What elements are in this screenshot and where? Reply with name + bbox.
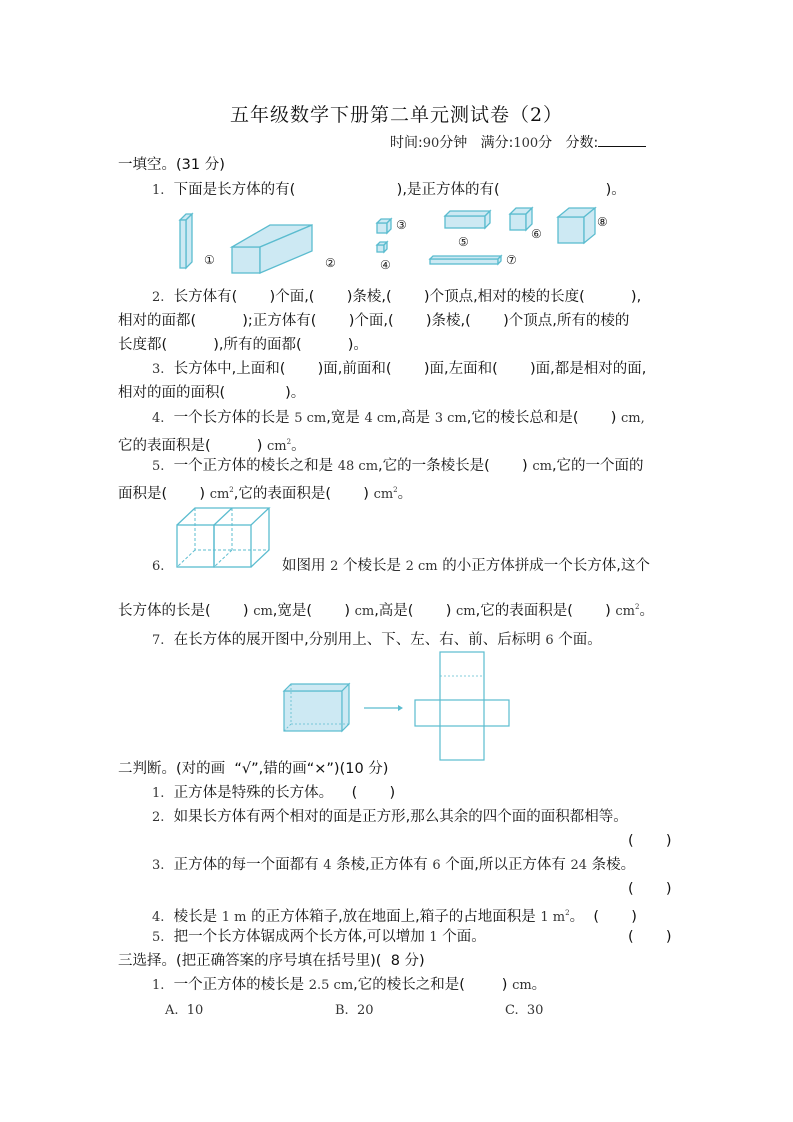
q1-3-line2: 相对的面的面积( )。 xyxy=(118,385,306,401)
q-number: 1. xyxy=(152,978,165,993)
q-number: 7. xyxy=(152,633,165,648)
q-text: 在长方体的展开图中,分别用上、下、左、右、前、后标明 xyxy=(173,632,541,648)
q-text: 条棱。 xyxy=(591,857,636,873)
q-text: 。 xyxy=(639,602,654,619)
full-score-label: 满分: xyxy=(480,135,514,151)
unit: cm xyxy=(456,603,476,619)
value: 2 xyxy=(330,559,339,574)
q-text: 把一个长方体锯成两个长方体,可以增加 xyxy=(173,929,425,945)
value: 2.5 cm xyxy=(308,978,354,993)
q-text: ,宽是( ) xyxy=(272,602,350,619)
q-text: ,宽是 xyxy=(326,410,360,426)
q-text: 如果长方体有两个相对的面是正方形,那么其余的四个面的面积都相等。 xyxy=(173,809,628,825)
superscript: 2 xyxy=(393,486,398,494)
section3-heading: 三选择。(把正确答案的序号填在括号里)( 8 分) xyxy=(118,953,425,969)
unit: cm xyxy=(532,459,552,474)
q-number: 2. xyxy=(152,290,165,305)
q-number: 3. xyxy=(152,858,165,873)
q-text: 正方体的每一个面都有 xyxy=(173,857,319,873)
q-number: 2. xyxy=(152,810,165,825)
q1-5-line2 xyxy=(118,480,412,505)
unit: cm xyxy=(615,603,636,619)
value: 1 xyxy=(429,930,438,945)
q-number: 3. xyxy=(152,362,165,377)
answer-paren[interactable]: ( ) xyxy=(593,908,637,925)
value: 2 cm xyxy=(405,559,438,574)
value: 24 xyxy=(570,858,587,873)
q1-2-line3: 长度都( ),所有的面都( )。 xyxy=(118,337,368,353)
superscript: 2 xyxy=(286,438,292,446)
unit: cm xyxy=(512,978,532,993)
q1-1 xyxy=(152,180,626,201)
superscript: 2 xyxy=(229,486,234,494)
q-number: 6. xyxy=(152,559,165,574)
score-label: 分数: xyxy=(565,135,599,151)
unit: cm xyxy=(354,603,375,619)
q1-6-number xyxy=(152,556,164,577)
q-text: ,它的表面积是( ) xyxy=(475,602,611,619)
option-b[interactable]: B. 20 xyxy=(335,1003,374,1018)
q-text: 一个长方体的长是 xyxy=(173,410,290,426)
value: 6 xyxy=(545,633,554,648)
q-text: 个面。 xyxy=(442,929,486,945)
answer-paren[interactable]: ( ) xyxy=(628,881,672,897)
figure-label-4: ④ xyxy=(380,258,391,272)
q1-2-line1 xyxy=(152,287,641,308)
q-number: 1. xyxy=(152,786,165,801)
two-cubes-figure xyxy=(170,503,290,573)
value: 4 cm xyxy=(364,411,397,426)
q-text: 长方体中,上面和( )面,前面和( )面,左面和( )面,都是相对的面, xyxy=(173,361,647,377)
unit: cm xyxy=(267,438,287,454)
q-text: 一个正方体的棱长是 xyxy=(173,977,305,993)
q-text: 棱长是 xyxy=(173,908,218,925)
judge-item-3 xyxy=(152,855,635,876)
option-a[interactable]: A. 10 xyxy=(165,1003,204,1018)
superscript: 2 xyxy=(635,603,640,611)
q-text: 正方体是特殊的长方体。 xyxy=(173,785,334,801)
q1-4-line2 xyxy=(118,432,306,457)
choice-item-1 xyxy=(152,975,546,996)
judge-item-1 xyxy=(152,783,395,804)
q-text: ,它的棱长之和是( ) xyxy=(353,977,508,993)
q-text: 条棱,正方体有 xyxy=(336,857,428,873)
q-text: ,它的棱长总和是( ) xyxy=(466,410,617,426)
q-text: 长方体有( )个面,( )条棱,( )个顶点,相对的棱的长度( ), xyxy=(173,289,642,305)
q-number: 5. xyxy=(152,930,165,945)
superscript: 2 xyxy=(565,909,570,917)
figure-label-3: ③ xyxy=(396,218,407,232)
q-text: 一个正方体的棱长之和是 xyxy=(173,458,334,474)
option-c[interactable]: C. 30 xyxy=(505,1003,544,1018)
q-text: 。 xyxy=(397,485,413,502)
time-value: 90 xyxy=(422,136,440,151)
unit: cm, xyxy=(621,411,645,426)
q-text: 长方体的长是( ) xyxy=(118,602,249,619)
figure-label-8: ⑧ xyxy=(597,215,608,229)
unit: cm xyxy=(209,486,230,502)
figure-label-1: ① xyxy=(204,253,215,267)
value: 6 xyxy=(432,858,441,873)
value: 4 xyxy=(323,858,332,873)
full-score-value: 100 xyxy=(513,136,539,151)
score-blank[interactable] xyxy=(598,134,646,147)
value: 3 cm xyxy=(434,411,467,426)
q-text: 个面,所以正方体有 xyxy=(445,857,566,873)
q-text: 。 xyxy=(569,908,585,925)
q-text: ,高是 xyxy=(396,410,431,426)
q-text: 的小正方体拼成一个长方体,这个 xyxy=(442,558,650,574)
q-text: 的正方体箱子,放在地面上,箱子的占地面积是 xyxy=(251,908,536,925)
judge-item-5 xyxy=(152,927,486,948)
q1-2-line2: 相对的面都( );正方体有( )个面,( )条棱,( )个顶点,所有的棱的 xyxy=(118,313,630,329)
page-title: 五年级数学下册第二单元测试卷（2） xyxy=(229,104,564,126)
figure-label-7: ⑦ xyxy=(506,253,517,267)
q-text: 如图用 xyxy=(282,558,326,574)
q1-6-line1 xyxy=(282,556,650,577)
exam-meta xyxy=(390,132,646,152)
q1-6-line2 xyxy=(118,597,654,622)
figure-label-6: ⑥ xyxy=(531,227,542,241)
value: 1 m xyxy=(221,909,247,925)
q-text: 面积是( ) xyxy=(118,485,206,502)
q-text: 下面是长方体的有( ),是正方体的有( )。 xyxy=(173,182,626,198)
q1-5-line1 xyxy=(152,456,644,477)
answer-paren[interactable]: ( ) xyxy=(628,833,672,849)
q-text: ,它的一个面的 xyxy=(551,458,644,474)
q1-3-line1 xyxy=(152,359,646,380)
cuboid-figures xyxy=(0,200,793,280)
unit: cm xyxy=(253,603,273,619)
time-label: 时间: xyxy=(390,135,423,151)
q-text: ,高是( ) xyxy=(374,602,452,619)
figure-label-5: ⑤ xyxy=(458,235,469,249)
q-text: 。 xyxy=(291,437,306,454)
value: 5 cm xyxy=(294,411,327,426)
figure-label-2: ② xyxy=(325,256,336,270)
cuboid-net-figure xyxy=(270,648,530,758)
time-unit: 分钟 xyxy=(439,135,468,151)
q-text: 个棱长是 xyxy=(343,558,401,574)
q-number: 1. xyxy=(152,183,165,198)
q-text: ,它的表面积是( ) xyxy=(233,485,369,502)
q-text: ,它的一条棱长是( ) xyxy=(378,458,528,474)
unit: cm xyxy=(373,486,394,502)
section2-heading: 二判断。(对的画 “√”,错的画“×”)(10 分) xyxy=(118,761,389,777)
full-score-unit: 分 xyxy=(538,135,553,151)
judge-item-2 xyxy=(152,807,628,828)
q-text: 。 xyxy=(531,977,547,993)
q-number: 5. xyxy=(152,459,165,474)
value: 48 cm xyxy=(337,459,379,474)
answer-paren[interactable]: ( ) xyxy=(628,929,672,945)
q-text: 个面。 xyxy=(558,632,602,648)
q-number: 4. xyxy=(152,909,165,925)
judge-item-4 xyxy=(152,903,637,928)
q-number: 4. xyxy=(152,411,165,426)
q1-4-line1 xyxy=(152,408,645,429)
value: 1 m xyxy=(540,909,566,925)
q-text: 它的表面积是( ) xyxy=(118,437,263,454)
answer-paren[interactable]: ( ) xyxy=(351,785,396,801)
section1-heading: 一填空。(31 分) xyxy=(118,157,225,173)
